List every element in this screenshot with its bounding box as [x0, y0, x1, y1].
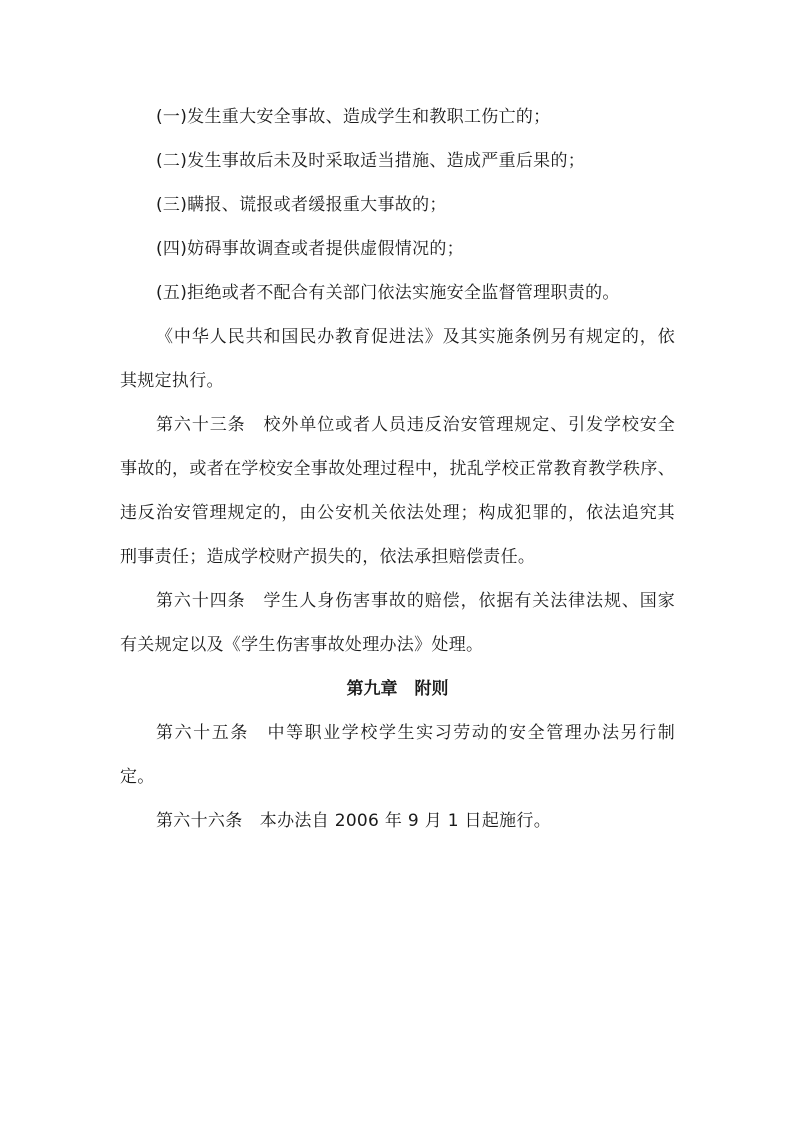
article-64-line-2: 有关规定以及《学生伤害事故处理办法》处理。: [120, 635, 484, 655]
item-5: (五)拒绝或者不配合有关部门依法实施安全监督管理职责的。: [156, 283, 620, 303]
chapter-heading: 第九章 附则: [346, 679, 449, 699]
article-63-line-4: 刑事责任；造成学校财产损失的，依法承担赔偿责任。: [120, 547, 536, 567]
item-4: (四)妨碍事故调查或者提供虚假情况的；: [156, 239, 464, 259]
para-private-line-1: 《中华人民共和国民办教育促进法》及其实施条例另有规定的，依: [156, 327, 675, 347]
para-private-line-2: 其规定执行。: [120, 371, 224, 391]
article-64-line-1: 第六十四条 学生人身伤害事故的赔偿，依据有关法律法规、国家: [156, 591, 675, 611]
article-63-line-2: 事故的，或者在学校安全事故处理过程中，扰乱学校正常教育教学秩序、: [120, 459, 675, 479]
item-2: (二)发生事故后未及时采取适当措施、造成严重后果的；: [156, 151, 586, 171]
item-1: (一)发生重大安全事故、造成学生和教职工伤亡的；: [156, 107, 551, 127]
article-63-line-3: 违反治安管理规定的，由公安机关依法处理；构成犯罪的，依法追究其: [120, 503, 675, 523]
article-65-line-1: 第六十五条 中等职业学校学生实习劳动的安全管理办法另行制: [156, 723, 675, 743]
article-65-line-2: 定。: [120, 767, 155, 787]
article-63-line-1: 第六十三条 校外单位或者人员违反治安管理规定、引发学校安全: [156, 415, 675, 435]
item-3: (三)瞒报、谎报或者缓报重大事故的；: [156, 195, 447, 215]
article-66: 第六十六条 本办法自 2006 年 9 月 1 日起施行。: [156, 811, 552, 831]
